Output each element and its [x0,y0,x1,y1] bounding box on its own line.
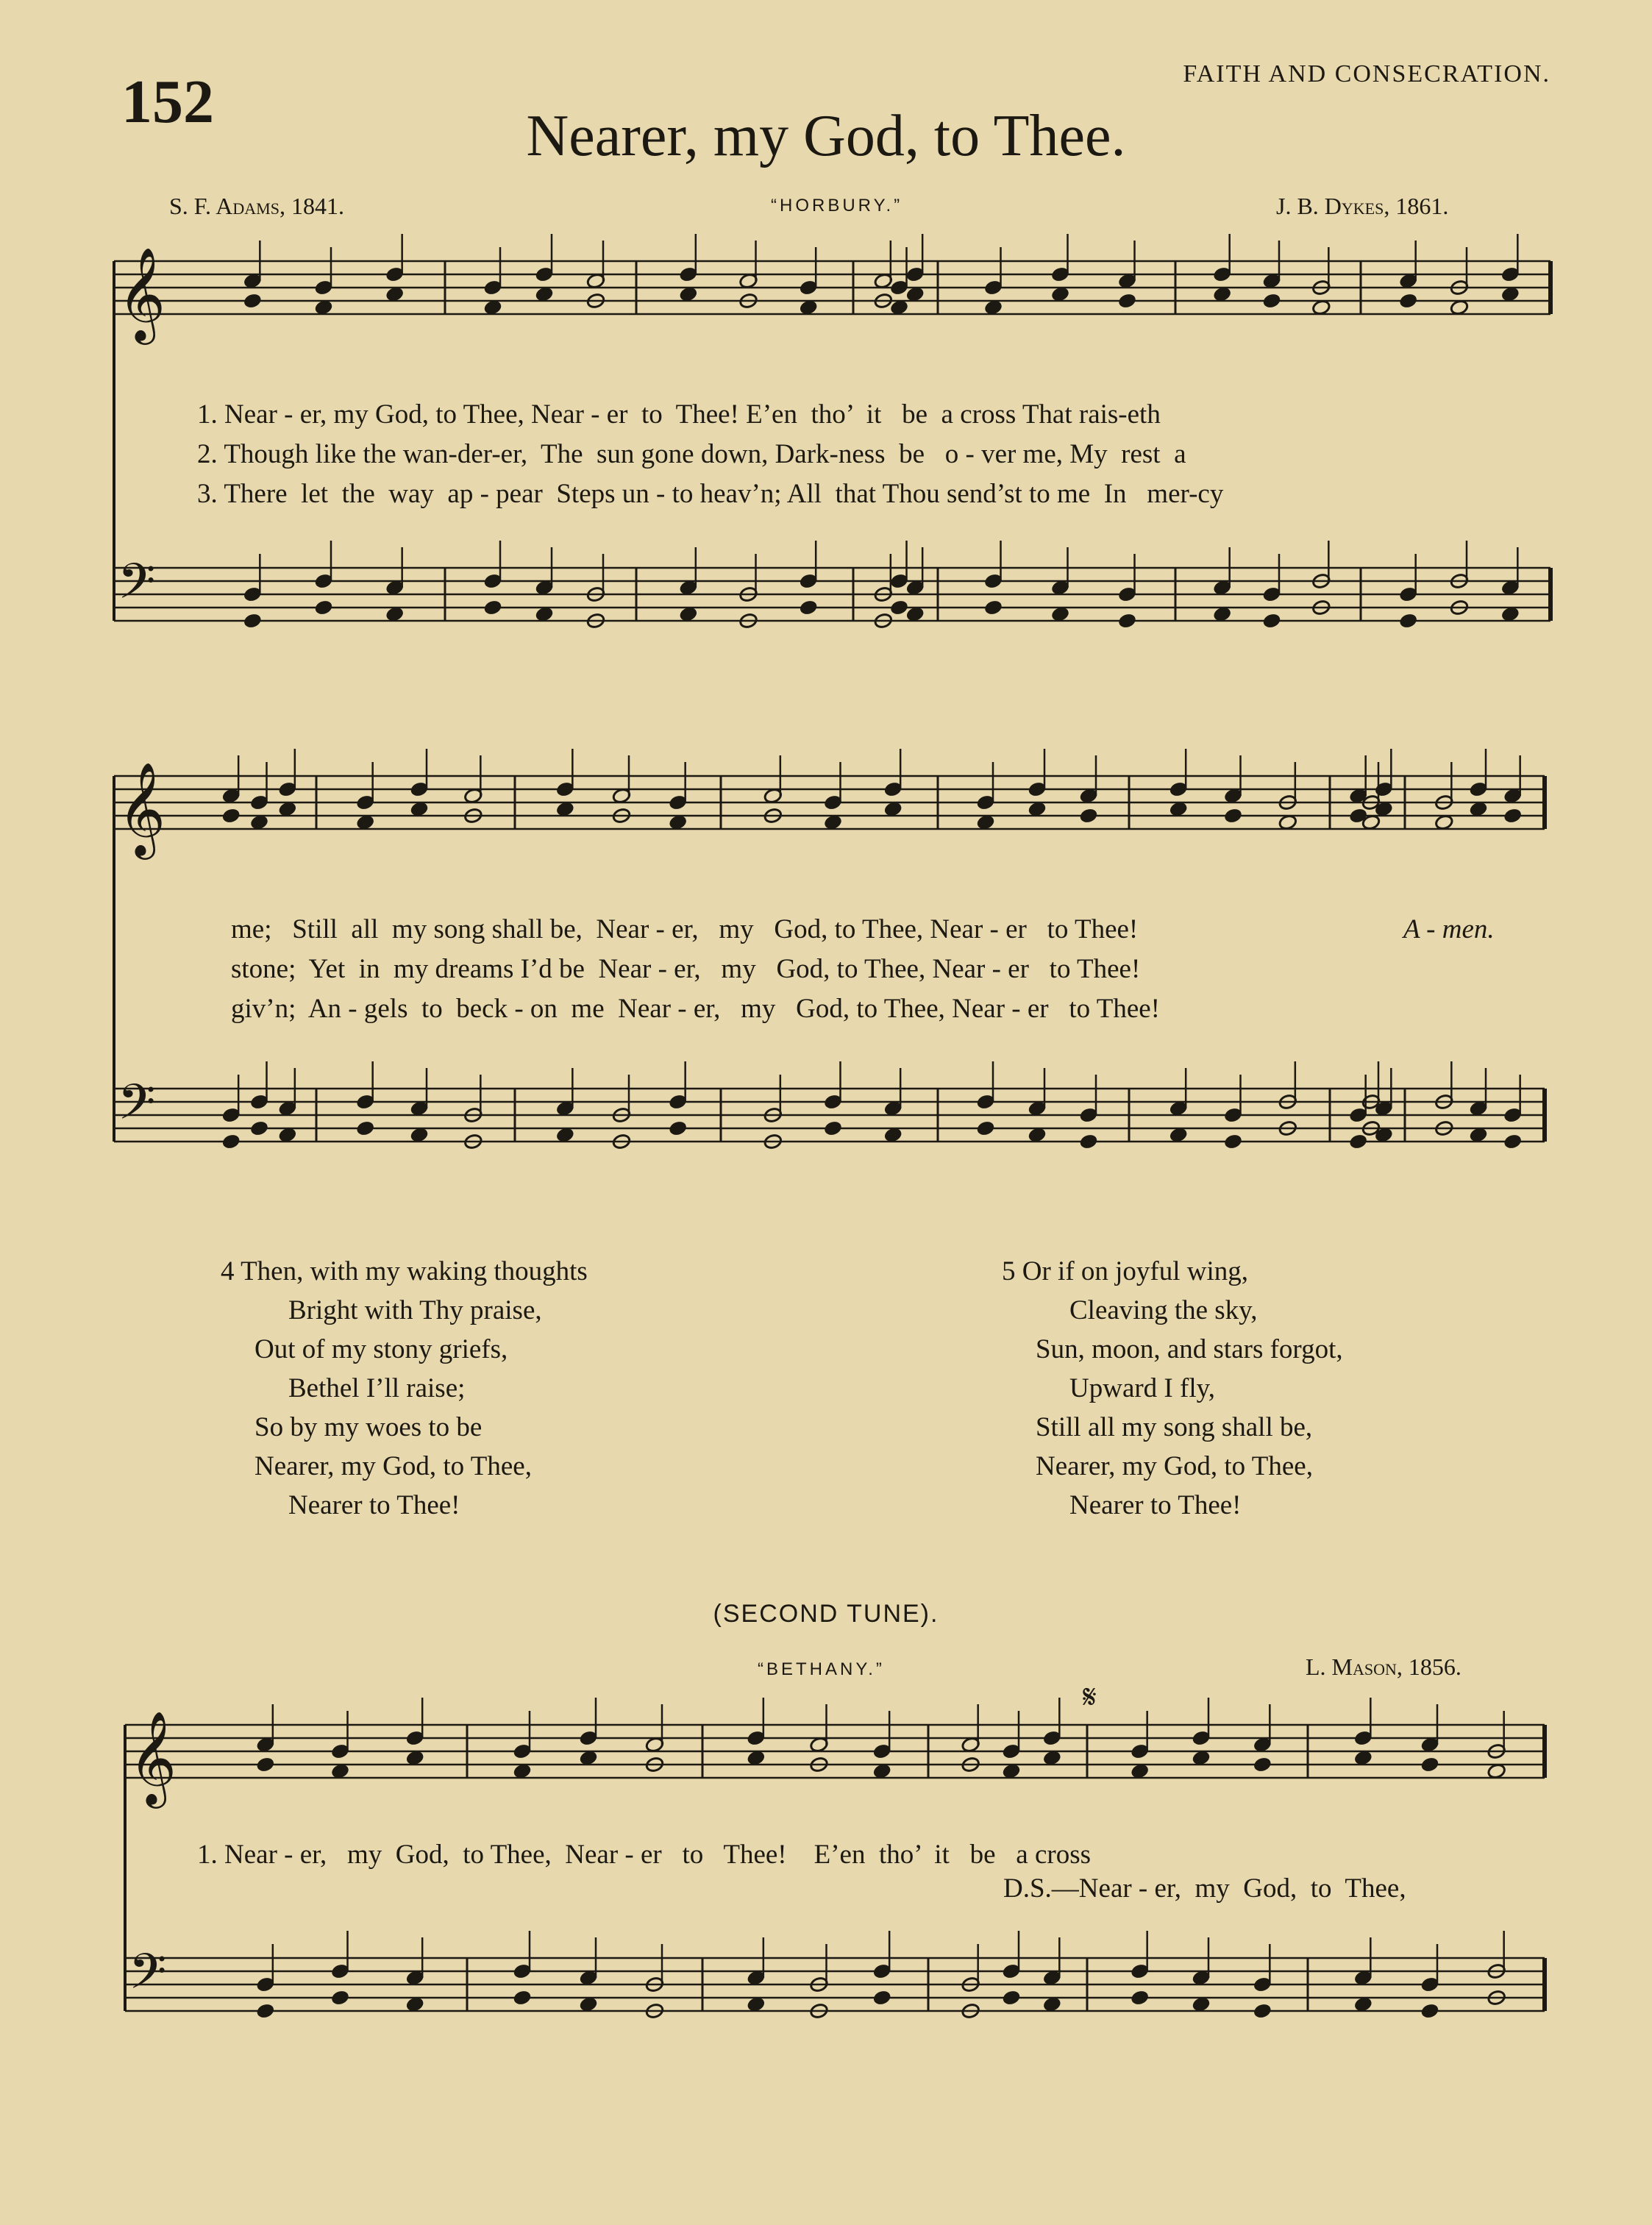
lyric-verse2-system1: 2. Though like the wan-der-er, The sun gone down, Dark-ness be o - ver me, My rest a [197,439,1186,469]
hymn-number: 152 [121,68,214,136]
verse4-line: 4 Then, with my waking thoughts [221,1256,588,1286]
svg-text:𝄢: 𝄢 [118,553,156,622]
verse-4 [221,1252,588,1525]
tune-name: “HORBURY.” [771,196,903,216]
second-tune-music-credit: L. Mason, 1856. [1306,1653,1461,1680]
verse5-line: Nearer to Thee! [1069,1490,1242,1520]
words-credit: S. F. Adams, 1841. [169,193,344,219]
verse5-line: Still all my song shall be, [1036,1412,1313,1442]
svg-text:𝄢: 𝄢 [118,1074,156,1142]
verse4-line: So by my woes to be [254,1412,483,1442]
verse-5 [1002,1252,1343,1525]
segno-sign: 𝄋 [1083,1679,1097,1715]
verse4-line: Bright with Thy praise, [288,1295,542,1325]
second-tune-heading: (SECOND TUNE). [713,1600,939,1628]
svg-text:𝄞: 𝄞 [118,246,166,341]
verse4-line: Nearer, my God, to Thee, [254,1451,532,1481]
section-heading: FAITH AND CONSECRATION. [1183,60,1550,88]
verse5-line: Sun, moon, and stars forgot, [1036,1334,1343,1364]
svg-text:𝄞: 𝄞 [118,761,166,855]
music-credit: J. B. Dykes, 1861. [1276,193,1449,219]
lyric-verse2-system2: stone; Yet in my dreams I’d be Near - er, my God, to Thee, Near - er to Thee! [231,954,1141,984]
verse5-line: Nearer, my God, to Thee, [1036,1451,1313,1481]
svg-text:𝄞: 𝄞 [129,1710,177,1804]
lyric-second-tune: 1. Near - er, my God, to Thee, Near - er to Thee! E’en tho’ it be a cross [197,1840,1092,1870]
svg-text:𝄢: 𝄢 [129,1943,167,2012]
verse5-line: Upward I fly, [1069,1373,1215,1403]
lyric-verse3-system1: 3. There let the way ap - pear Steps un - to heav’n; All that Thou send’st to me In mer-cy [197,479,1224,509]
verse5-line: 5 Or if on joyful wing, [1002,1256,1249,1286]
verse4-line: Bethel I’ll raise; [288,1373,466,1403]
verse4-line: Out of my stony griefs, [254,1334,508,1364]
hymn-title: Nearer, my God, to Thee. [526,104,1126,168]
lyric-verse1-system1: 1. Near - er, my God, to Thee, Near - er to Thee! E’en tho’ it be a cross That rais-eth [197,399,1161,430]
lyric-verse3-system2: giv’n; An - gels to beck - on me Near - er, my God, to Thee, Near - er to Thee! [231,994,1160,1024]
lyric-verse1-system2: me; Still all my song shall be, Near - er, my God, to Thee, Near - er to Thee! [231,914,1139,944]
ds-lyric: D.S.—Near - er, my God, to Thee, [1003,1873,1406,1904]
second-tune-name: “BETHANY.” [758,1659,885,1679]
amen-text: A - men. [1403,914,1495,944]
verse4-line: Nearer to Thee! [288,1490,460,1520]
verse5-line: Cleaving the sky, [1069,1295,1258,1325]
